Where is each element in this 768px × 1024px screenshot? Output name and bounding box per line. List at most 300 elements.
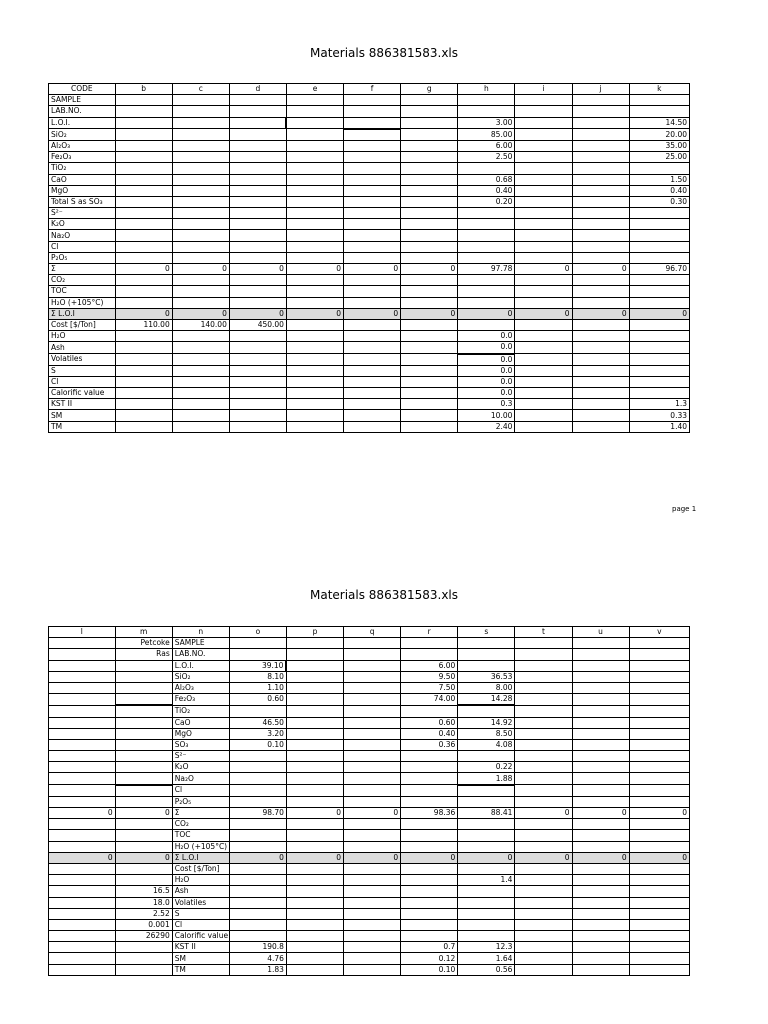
value-cell xyxy=(286,163,343,174)
row-label-cell: Cl xyxy=(172,919,229,930)
value-cell xyxy=(229,751,286,762)
value-cell xyxy=(515,185,572,196)
value-cell xyxy=(286,908,343,919)
value-cell xyxy=(344,694,401,706)
value-cell xyxy=(629,275,689,286)
value-cell xyxy=(572,219,629,230)
value-cell xyxy=(572,208,629,219)
value-cell xyxy=(286,410,343,421)
value-cell xyxy=(401,649,458,660)
value-cell xyxy=(515,106,572,117)
value-cell xyxy=(572,185,629,196)
value-cell: 1.83 xyxy=(229,964,286,975)
value-cell xyxy=(172,399,229,410)
value-cell xyxy=(286,140,343,151)
value-cell xyxy=(286,773,343,785)
value-cell xyxy=(458,297,515,308)
value-cell xyxy=(172,208,229,219)
value-cell xyxy=(572,388,629,399)
table-row xyxy=(49,638,690,649)
value-cell xyxy=(229,106,286,117)
value-cell xyxy=(344,728,401,739)
value-cell xyxy=(401,297,458,308)
row-label-cell: KST II xyxy=(172,942,229,953)
value-cell xyxy=(344,388,401,399)
value-cell: 1.40 xyxy=(629,421,689,432)
value-cell xyxy=(401,638,458,649)
value-cell xyxy=(286,185,343,196)
value-cell xyxy=(344,717,401,728)
value-cell: 0.0 xyxy=(458,354,515,366)
value-cell: 0 xyxy=(572,852,629,863)
value-cell xyxy=(286,830,343,841)
value-cell xyxy=(515,319,572,330)
table-row xyxy=(49,95,690,106)
table-row xyxy=(49,196,690,207)
value-cell: 0 xyxy=(572,264,629,275)
value-cell xyxy=(629,796,689,807)
value-cell: 0.40 xyxy=(401,728,458,739)
value-cell: 10.00 xyxy=(458,410,515,421)
value-cell xyxy=(515,230,572,241)
value-cell: 0 xyxy=(172,308,229,319)
value-cell xyxy=(401,886,458,897)
value-cell xyxy=(572,638,629,649)
value-cell xyxy=(286,897,343,908)
value-cell: 2.52 xyxy=(115,908,172,919)
value-cell xyxy=(172,219,229,230)
value-cell xyxy=(515,196,572,207)
page-number-label: page 1 xyxy=(672,505,697,513)
value-cell xyxy=(49,671,116,682)
value-cell xyxy=(572,174,629,185)
value-cell xyxy=(344,331,401,342)
value-cell xyxy=(401,354,458,366)
value-cell xyxy=(629,163,689,174)
value-cell xyxy=(229,140,286,151)
value-cell xyxy=(572,319,629,330)
value-cell xyxy=(401,252,458,263)
value-cell xyxy=(629,908,689,919)
value-cell xyxy=(229,919,286,930)
value-cell xyxy=(344,819,401,830)
value-cell xyxy=(629,785,689,797)
table-row xyxy=(49,174,690,185)
value-cell xyxy=(229,931,286,942)
value-cell xyxy=(572,297,629,308)
value-cell xyxy=(49,953,116,964)
value-cell: 46.50 xyxy=(229,717,286,728)
row-label-cell: Σ xyxy=(172,808,229,819)
value-cell xyxy=(458,886,515,897)
table-row xyxy=(49,897,690,908)
value-cell xyxy=(115,660,172,671)
value-cell: 0.3 xyxy=(458,399,515,410)
value-cell: 2.50 xyxy=(458,152,515,163)
value-cell xyxy=(629,660,689,671)
value-cell xyxy=(629,886,689,897)
value-cell: 0.7 xyxy=(401,942,458,953)
row-label-cell: TOC xyxy=(49,286,116,297)
value-cell xyxy=(172,152,229,163)
value-cell xyxy=(115,762,172,773)
value-cell xyxy=(401,919,458,930)
value-cell xyxy=(344,751,401,762)
row-label-cell: MgO xyxy=(49,185,116,196)
value-cell xyxy=(515,717,572,728)
value-cell: 0.33 xyxy=(629,410,689,421)
value-cell: 190.8 xyxy=(229,942,286,953)
table-row xyxy=(49,421,690,432)
value-cell: 7.50 xyxy=(401,682,458,693)
value-cell xyxy=(49,964,116,975)
value-cell xyxy=(49,705,116,717)
value-cell xyxy=(572,875,629,886)
spreadsheet-table-page-1 xyxy=(48,83,690,433)
value-cell: 0 xyxy=(401,264,458,275)
value-cell xyxy=(286,931,343,942)
table-row xyxy=(49,252,690,263)
table-row xyxy=(49,863,690,874)
value-cell xyxy=(401,219,458,230)
value-cell xyxy=(572,241,629,252)
value-cell xyxy=(115,163,172,174)
value-cell xyxy=(172,174,229,185)
table-row xyxy=(49,354,690,366)
value-cell xyxy=(458,863,515,874)
row-label-cell: L.O.I. xyxy=(49,117,116,129)
value-cell xyxy=(115,129,172,141)
value-cell xyxy=(458,660,515,671)
value-cell xyxy=(286,342,343,354)
value-cell xyxy=(49,717,116,728)
value-cell: 35.00 xyxy=(629,140,689,151)
table-row xyxy=(49,117,690,129)
value-cell xyxy=(572,841,629,852)
row-label-cell: Calorific value xyxy=(172,931,229,942)
value-cell: 0.0 xyxy=(458,388,515,399)
value-cell xyxy=(401,286,458,297)
value-cell: 0.60 xyxy=(229,694,286,706)
value-cell xyxy=(344,140,401,151)
row-label-cell: H₂O (+105°C) xyxy=(49,297,116,308)
value-cell xyxy=(286,219,343,230)
value-cell xyxy=(344,421,401,432)
value-cell xyxy=(286,365,343,376)
page-title: Materials 886381583.xls xyxy=(309,46,459,60)
row-label-cell: H₂O (+105°C) xyxy=(172,841,229,852)
value-cell xyxy=(172,140,229,151)
value-cell xyxy=(401,275,458,286)
value-cell xyxy=(49,739,116,750)
row-label-cell: S xyxy=(172,908,229,919)
value-cell xyxy=(115,671,172,682)
row-label-cell: Na₂O xyxy=(49,230,116,241)
value-cell xyxy=(115,863,172,874)
table-row xyxy=(49,230,690,241)
value-cell xyxy=(572,964,629,975)
value-cell xyxy=(115,399,172,410)
table-row xyxy=(49,819,690,830)
value-cell xyxy=(515,365,572,376)
value-cell: 18.0 xyxy=(115,897,172,908)
value-cell xyxy=(115,728,172,739)
value-cell: 9.50 xyxy=(401,671,458,682)
value-cell xyxy=(344,106,401,117)
row-label-cell: Σ L.O.I xyxy=(49,308,116,319)
value-cell xyxy=(49,942,116,953)
value-cell xyxy=(629,354,689,366)
table-row xyxy=(49,410,690,421)
value-cell xyxy=(572,376,629,387)
table-row xyxy=(49,717,690,728)
value-cell xyxy=(172,129,229,141)
value-cell xyxy=(49,897,116,908)
value-cell xyxy=(344,365,401,376)
value-cell xyxy=(229,117,286,129)
value-cell: 0 xyxy=(344,264,401,275)
column-header-cell: v xyxy=(629,627,689,638)
row-label-cell: P₂O₅ xyxy=(49,252,116,263)
value-cell: 0.40 xyxy=(629,185,689,196)
row-label-cell: KST II xyxy=(49,399,116,410)
value-cell xyxy=(629,342,689,354)
row-label-cell: Fe₂O₃ xyxy=(49,152,116,163)
value-cell xyxy=(629,376,689,387)
value-cell xyxy=(286,354,343,366)
value-cell xyxy=(115,421,172,432)
value-cell xyxy=(515,421,572,432)
table-row xyxy=(49,694,690,706)
value-cell: 1.64 xyxy=(458,953,515,964)
value-cell xyxy=(229,841,286,852)
row-label-cell: TM xyxy=(49,421,116,432)
table-row xyxy=(49,241,690,252)
value-cell xyxy=(49,830,116,841)
value-cell xyxy=(458,106,515,117)
row-label-cell: Σ xyxy=(49,264,116,275)
value-cell xyxy=(629,388,689,399)
value-cell xyxy=(401,897,458,908)
column-header-cell: l xyxy=(49,627,116,638)
row-label-cell: Volatiles xyxy=(172,897,229,908)
value-cell xyxy=(401,819,458,830)
value-cell xyxy=(229,95,286,106)
value-cell xyxy=(515,751,572,762)
value-cell: 8.10 xyxy=(229,671,286,682)
value-cell xyxy=(515,399,572,410)
value-cell xyxy=(572,95,629,106)
row-label-cell: K₂O xyxy=(49,219,116,230)
table-row xyxy=(49,129,690,141)
value-cell xyxy=(629,830,689,841)
value-cell xyxy=(515,953,572,964)
value-cell: 0 xyxy=(229,264,286,275)
value-cell xyxy=(629,208,689,219)
value-cell xyxy=(401,863,458,874)
table-row xyxy=(49,219,690,230)
value-cell xyxy=(572,152,629,163)
value-cell: 0 xyxy=(401,308,458,319)
value-cell xyxy=(572,694,629,706)
value-cell xyxy=(344,152,401,163)
value-cell xyxy=(458,208,515,219)
table-row xyxy=(49,852,690,863)
value-cell xyxy=(515,388,572,399)
table-row xyxy=(49,399,690,410)
value-cell xyxy=(401,152,458,163)
value-cell xyxy=(458,841,515,852)
table-row xyxy=(49,931,690,942)
table-row xyxy=(49,297,690,308)
value-cell xyxy=(515,174,572,185)
value-cell xyxy=(344,638,401,649)
value-cell: 0 xyxy=(629,308,689,319)
value-cell xyxy=(458,931,515,942)
value-cell xyxy=(515,863,572,874)
value-cell xyxy=(115,196,172,207)
value-cell xyxy=(229,830,286,841)
table-row xyxy=(49,942,690,953)
value-cell xyxy=(572,196,629,207)
value-cell xyxy=(344,297,401,308)
value-cell: 4.76 xyxy=(229,953,286,964)
column-header-cell: k xyxy=(629,84,689,95)
value-cell xyxy=(515,219,572,230)
value-cell xyxy=(286,919,343,930)
value-cell xyxy=(515,875,572,886)
value-cell xyxy=(629,863,689,874)
value-cell xyxy=(515,376,572,387)
value-cell: 0 xyxy=(172,264,229,275)
row-label-cell: Ash xyxy=(49,342,116,354)
value-cell: 98.36 xyxy=(401,808,458,819)
value-cell xyxy=(572,728,629,739)
value-cell: 0 xyxy=(49,852,116,863)
value-cell: 0 xyxy=(515,852,572,863)
value-cell: 39.10 xyxy=(229,660,286,671)
value-cell xyxy=(286,886,343,897)
value-cell xyxy=(115,819,172,830)
value-cell xyxy=(572,796,629,807)
value-cell xyxy=(344,953,401,964)
table-row xyxy=(49,308,690,319)
value-cell xyxy=(49,931,116,942)
value-cell xyxy=(229,388,286,399)
value-cell: 110.00 xyxy=(115,319,172,330)
row-label-cell: Na₂O xyxy=(172,773,229,785)
value-cell xyxy=(172,95,229,106)
value-cell xyxy=(229,163,286,174)
row-label-cell: S xyxy=(49,365,116,376)
value-cell xyxy=(344,660,401,671)
value-cell xyxy=(401,875,458,886)
value-cell xyxy=(572,286,629,297)
value-cell xyxy=(344,762,401,773)
value-cell xyxy=(629,819,689,830)
value-cell: 0.0 xyxy=(458,331,515,342)
value-cell: 0 xyxy=(115,308,172,319)
value-cell xyxy=(515,841,572,852)
value-cell xyxy=(229,410,286,421)
value-cell xyxy=(344,796,401,807)
value-cell: 0 xyxy=(344,852,401,863)
column-header-cell: g xyxy=(401,84,458,95)
value-cell xyxy=(515,95,572,106)
value-cell xyxy=(172,376,229,387)
value-cell: 0 xyxy=(572,308,629,319)
value-cell: 6.00 xyxy=(458,140,515,151)
value-cell xyxy=(49,660,116,671)
value-cell xyxy=(515,331,572,342)
row-label-cell: Cl xyxy=(49,376,116,387)
value-cell xyxy=(229,230,286,241)
value-cell xyxy=(115,388,172,399)
value-cell xyxy=(49,638,116,649)
value-cell xyxy=(172,410,229,421)
value-cell xyxy=(515,682,572,693)
value-cell xyxy=(286,942,343,953)
value-cell xyxy=(515,762,572,773)
value-cell xyxy=(515,919,572,930)
value-cell xyxy=(286,376,343,387)
value-cell xyxy=(629,365,689,376)
value-cell: 1.88 xyxy=(458,773,515,785)
value-cell xyxy=(572,649,629,660)
value-cell xyxy=(572,953,629,964)
value-cell xyxy=(401,751,458,762)
table-row xyxy=(49,796,690,807)
value-cell xyxy=(629,694,689,706)
value-cell xyxy=(515,908,572,919)
value-cell xyxy=(458,163,515,174)
value-cell: 1.3 xyxy=(629,399,689,410)
value-cell xyxy=(49,694,116,706)
column-header-cell: o xyxy=(229,627,286,638)
value-cell xyxy=(286,694,343,706)
value-cell xyxy=(572,331,629,342)
column-header-cell: b xyxy=(115,84,172,95)
row-label-cell: CaO xyxy=(49,174,116,185)
value-cell xyxy=(572,886,629,897)
value-cell xyxy=(401,796,458,807)
value-cell xyxy=(344,354,401,366)
value-cell: 1.4 xyxy=(458,875,515,886)
value-cell xyxy=(229,785,286,797)
value-cell xyxy=(401,106,458,117)
value-cell xyxy=(286,319,343,330)
row-label-cell: Volatiles xyxy=(49,354,116,366)
value-cell xyxy=(115,953,172,964)
value-cell xyxy=(458,275,515,286)
value-cell xyxy=(629,931,689,942)
value-cell xyxy=(515,152,572,163)
value-cell xyxy=(572,863,629,874)
value-cell xyxy=(286,863,343,874)
value-cell xyxy=(458,908,515,919)
table-row xyxy=(49,319,690,330)
value-cell xyxy=(515,275,572,286)
table-row xyxy=(49,785,690,797)
value-cell: 85.00 xyxy=(458,129,515,141)
value-cell: 0.0 xyxy=(458,342,515,354)
value-cell xyxy=(515,728,572,739)
value-cell xyxy=(115,106,172,117)
table-row xyxy=(49,739,690,750)
value-cell xyxy=(344,908,401,919)
value-cell: 4.08 xyxy=(458,739,515,750)
value-cell: 0 xyxy=(286,308,343,319)
